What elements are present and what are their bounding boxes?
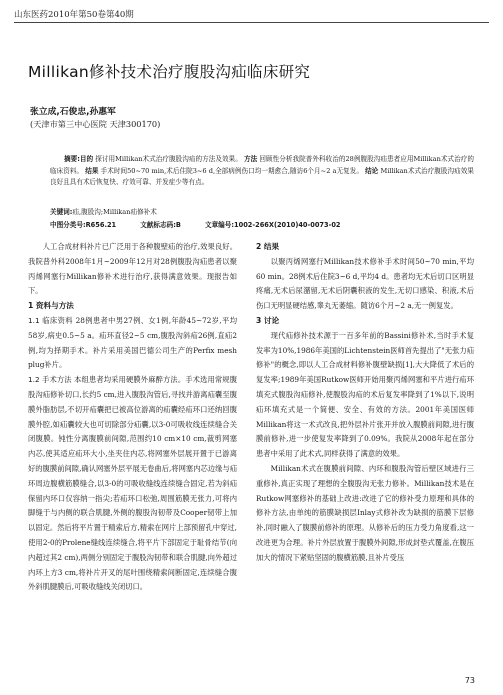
keywords	[50, 206, 157, 216]
abstract-purpose-label: 摘要:目的	[64, 155, 94, 163]
intro-paragraph: 人工合成材料补片已广泛用于各种腹壁疝的治疗,效果良好。我院普外科2008年1月~2009年12月对28例腹股沟疝患者以聚丙烯网塞行Millikan修补术进行治疗,获得满意效果。现报告如下。	[28, 242, 237, 296]
discussion-paragraph-1: 现代疝修补技术源于一百多年前的Bassini修补术,当时手术复发率为10%,1986年美国的Lichtenstein医师首先提出了"无张力疝修补"的概念,即以人工合成材料修补腹壁缺损[1],大大降低了术后的复发率;1989年美国Rutkow医师开始用聚丙烯网塞和平片进行疝环填充式腹股沟疝修补,使腹股沟疝的术后复发率降到了1%以下,说明疝环填充式是一个简便、安全、有效的方法。2001年美国医师Millikan将这一术式改良,把外层补片张开并放入腹膜前间隙,进行腹膜前修补,进一步使复发率降到了0.09%。我院从2008年起在部分患者中采用了此术式,同样获得了满意的效果。	[256, 330, 474, 459]
body-left-column	[28, 240, 237, 595]
section-heading-results: 2 结果	[256, 242, 280, 251]
subsection-heading-method: 1.2 手术方法	[28, 375, 72, 385]
abstract-purpose: 探讨用Millikan术式治疗腹股沟疝的方法及效果。	[95, 155, 242, 163]
abstract-result-label: 结果	[85, 166, 99, 175]
header-rule	[14, 22, 489, 23]
author-list: 张立成,石俊忠,孙惠军	[30, 107, 116, 117]
section-heading-discussion: 3 讨论	[256, 315, 280, 325]
page-number: 73	[464, 676, 475, 685]
document-code: 文献标志码:B	[140, 221, 181, 229]
results-paragraph: 以聚丙烯网塞行Millikan技术修补手术时间50~70 min,平均60 min。28例术后住院3~6 d,平均4 d。患者均无术后切口区明显疼痛,无术后尿潴留,无术后阴囊积液的发生,无切口感染、积液,术后伤口无明显硬结感,睾丸无萎缩。随访6个月~2 a,无一例复发。	[256, 256, 474, 311]
affiliation: (天津市第三中心医院 天津300170)	[30, 119, 161, 129]
classification-line	[50, 219, 474, 229]
body-right-column	[256, 240, 474, 566]
abstract-method: 回顾性分析我院普外科收治的28例腹股沟疝患者应用Millikan术式治疗的临床资料。	[50, 155, 474, 175]
journal-header: 山东医药2010年第50卷第40期	[14, 10, 134, 20]
abstract-method-label: 方法	[244, 155, 258, 163]
keywords-text: 疝,腹股沟;Millikan疝修补术	[72, 208, 157, 216]
section-heading-materials: 1 资料与方法	[28, 301, 74, 311]
article-title: Millikan修补技术治疗腹股沟疝临床研究	[28, 63, 311, 81]
clc-number: 中图分类号:R656.21	[50, 221, 117, 229]
clinical-text: 28例患者中男27例、女1例,年龄45~72岁,平均58岁,病史0.5~5 a。疝环直径2~5 cm,腹股沟斜疝26例,直疝2例,均为择期手术。补片采用美国巴德公司生产的Perfix mesh plug补片。	[28, 315, 237, 370]
discussion-paragraph-2: Millikan术式在腹膜前间隙、内环和腹股沟管后壁区域进行三重修补,真正实现了理想的全腹股沟无张力修补。Millikan技术是在Rutkow网塞修补的基础上改进:改进了它的修补受力原理和具体的修补方法,由单纯的筋膜缺损层Inlay式修补改为缺损的筋膜下层修补,同时融入了腹膜前修补的原理。从修补后的压力受力角度看,这一改进更为合理。补片外层放置于腹膜外间隙,形成封垫式覆盖,在腹压加大的情况下紧贴坚固的腹横筋膜,且补片受压	[256, 463, 474, 562]
subsection-heading-clinical: 1.1 临床资料	[28, 315, 73, 325]
abstract-conclusion-label: 结论	[365, 166, 379, 175]
abstract-conclusion: Millikan术式治疗腹股沟疝效果良好且具有术后恢复快、疗效可靠、并发症少等有点。	[50, 166, 474, 186]
abstract	[50, 154, 474, 189]
keywords-label: 关键词:	[50, 208, 73, 216]
method-text: 本组患者均采用硬膜外麻醉方法。手术选用常规腹股沟疝修补切口,长约5 cm,进入腹股沟管后,寻找并游离疝囊至腹膜外脂肪层,不切开疝囊把已被高位游离的疝囊经疝环口还纳回腹膜外腔,如疝囊较大也可切除部分疝囊,以3-0可吸收线连续缝合关闭腹膜。钝性分离腹膜前间隙,范围约10 cm×10 cm,裁剪网塞内芯,使其适应疝环大小,坐夹住内芯,将网塞外层展开置于已游离好的腹膜前间隙,确认网塞外层平展无卷曲后,将网塞内芯边缘与疝环周边腹横筋膜缝合,以3-0的可吸收缝线连续缝合固定,若为斜疝保留内环口仅容纳一指尖;若疝环口松弛,周围筋膜无张力,可将内脚缝于与内侧的联合肌腱,外侧的腹股沟韧带及Cooper韧带上加以固定。然后将平片置于精索后方,精索在网片上部预留孔中穿过,使用2-0的Prolene缝线连续缝合,将平片下部固定于耻骨结节(向内超过其2 cm),两侧分别固定于腹股沟韧带和联合肌腱,向外超过内环上方3 cm,将补片开叉的尾叶围绕精索间断固定,连续缝合腹外斜肌腱膜后,可吸收缝线关闭切口。	[28, 375, 237, 592]
abstract-result: 手术时间50~70 min,术后住院3~6 d,全部病例伤口均一期愈合,随访6个月~2 a无复发。	[100, 166, 363, 175]
article-number: 文章编号:1002-266X(2010)40-0073-02	[205, 221, 341, 229]
